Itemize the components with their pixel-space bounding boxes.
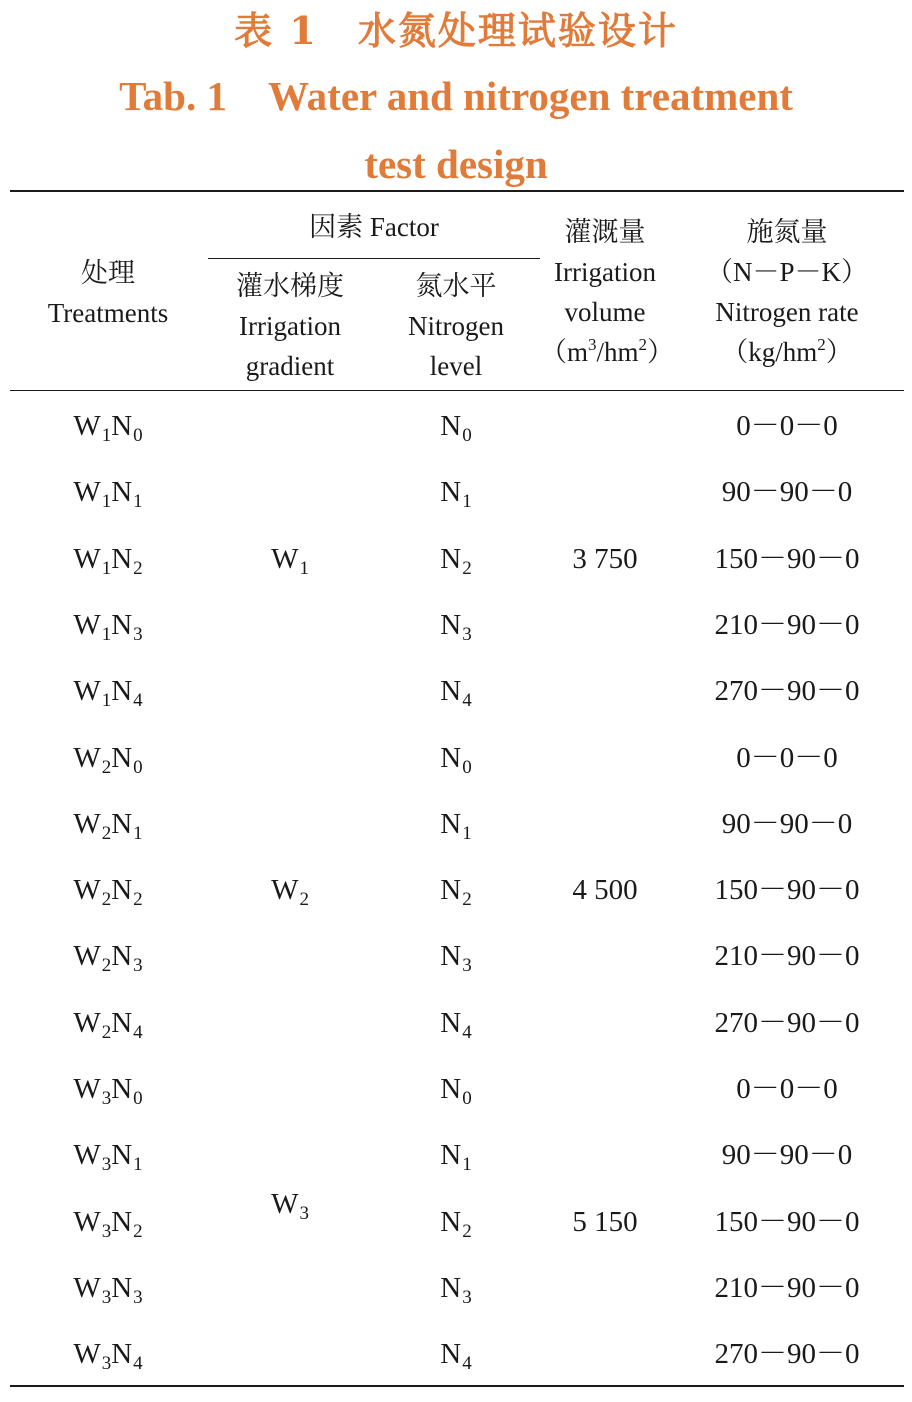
nitrogen-level-cell: $N_2$ [440,874,472,910]
irrigation-gradient-cell: $W_2$ [271,874,309,910]
header-irrigation-volume [540,212,675,372]
nitrogen-rate-cell: 270－90－0 [714,1338,860,1370]
header-treatments-en: Treatments [47,298,169,328]
header-rate-npk: （N－P－K） [705,257,868,287]
treatment-cell: $W_3N_4$ [73,1338,143,1374]
nitrogen-rate-cell: 0－0－0 [736,742,838,774]
irrigation-gradient-cell: $W_3$ [271,1188,309,1224]
treatment-cell: $W_3N_3$ [73,1272,143,1308]
nitrogen-rate-cell: 90－90－0 [721,808,853,840]
treatment-cell: $W_2N_2$ [73,874,143,910]
nitrogen-level-cell: $N_2$ [440,543,472,579]
treatment-cell: $W_2N_1$ [73,808,143,844]
header-treatments [10,253,206,333]
nitrogen-level-cell: $N_4$ [440,675,472,711]
nitrogen-level-cell: $N_4$ [440,1007,472,1043]
header-nitrogen-level-en1: Nitrogen [408,311,504,341]
irrigation-gradient-cell: $W_1$ [271,543,309,579]
header-irrigation-gradient-en1: Irrigation [239,311,341,341]
header-irrigation-gradient-en2: gradient [245,351,335,381]
nitrogen-rate-cell: 150－90－0 [714,1206,860,1238]
table-title-en-line2: test design [364,141,548,187]
nitrogen-rate-cell: 210－90－0 [714,609,860,641]
treatment-cell: $W_3N_2$ [73,1206,143,1242]
treatment-cell: $W_2N_0$ [73,742,143,778]
header-nitrogen-level-en2: level [429,351,483,381]
nitrogen-level-cell: $N_3$ [440,940,472,976]
nitrogen-rate-cell: 270－90－0 [714,1007,860,1039]
nitrogen-level-cell: $N_4$ [440,1338,472,1374]
nitrogen-rate-cell: 210－90－0 [714,1272,860,1304]
irrigation-volume-cell: 4 500 [572,874,638,906]
nitrogen-level-cell: $N_1$ [440,476,472,512]
nitrogen-level-cell: $N_1$ [440,808,472,844]
nitrogen-level-cell: $N_2$ [440,1206,472,1242]
nitrogen-rate-cell: 270－90－0 [714,675,860,707]
nitrogen-rate-cell: 0－0－0 [736,410,838,442]
header-nitrogen-level [372,266,540,386]
treatment-cell: $W_1N_1$ [73,476,143,512]
header-volume-unit: $(m^3/hm^2)$ [540,335,675,367]
nitrogen-level-cell: $N_1$ [440,1139,472,1175]
header-irrigation-gradient-zh: 灌水梯度 [236,271,344,301]
header-volume-en2: volume [564,297,646,327]
header-irrigation-gradient [208,266,372,386]
header-volume-en1: Irrigation [554,257,656,287]
treatment-cell: $W_3N_0$ [73,1073,143,1109]
header-nitrogen-rate [670,212,904,372]
header-rate-unit: $(kg/hm^2)$ [721,335,853,367]
nitrogen-rate-cell: 90－90－0 [721,476,853,508]
nitrogen-level-cell: $N_3$ [440,609,472,645]
nitrogen-level-cell: $N_0$ [440,410,472,446]
irrigation-volume-cell: 3 750 [572,543,638,575]
irrigation-volume-cell: 5 150 [572,1206,638,1238]
nitrogen-rate-cell: 210－90－0 [714,940,860,972]
table-title-en-line1: Tab. 1 Water and nitrogen treatment [119,73,793,119]
header-volume-zh: 灌溉量 [564,217,646,247]
nitrogen-rate-cell: 0－0－0 [736,1073,838,1105]
factor-subrule [208,258,540,259]
nitrogen-rate-cell: 90－90－0 [721,1139,853,1171]
treatment-cell: $W_1N_3$ [73,609,143,645]
nitrogen-level-cell: $N_3$ [440,1272,472,1308]
treatment-cell: $W_2N_3$ [73,940,143,976]
header-factor: 因素 Factor [309,212,439,242]
top-rule [10,190,904,192]
treatment-cell: $W_1N_4$ [73,675,143,711]
nitrogen-level-cell: $N_0$ [440,1073,472,1109]
treatment-cell: $W_1N_0$ [73,410,143,446]
header-rate-en: Nitrogen rate [715,297,859,327]
treatment-cell: $W_3N_1$ [73,1139,143,1175]
header-treatments-zh: 处理 [81,258,135,288]
nitrogen-rate-cell: 150－90－0 [714,543,860,575]
treatment-cell: $W_1N_2$ [73,543,143,579]
header-rule [10,390,904,391]
treatment-cell: $W_2N_4$ [73,1007,143,1043]
nitrogen-level-cell: $N_0$ [440,742,472,778]
nitrogen-rate-cell: 150－90－0 [714,874,860,906]
table-title-zh: 表 1 水氮处理试验设计 [234,8,678,53]
header-nitrogen-level-zh: 氮水平 [415,271,497,301]
bottom-rule [10,1385,904,1387]
header-rate-zh: 施氮量 [746,217,828,247]
